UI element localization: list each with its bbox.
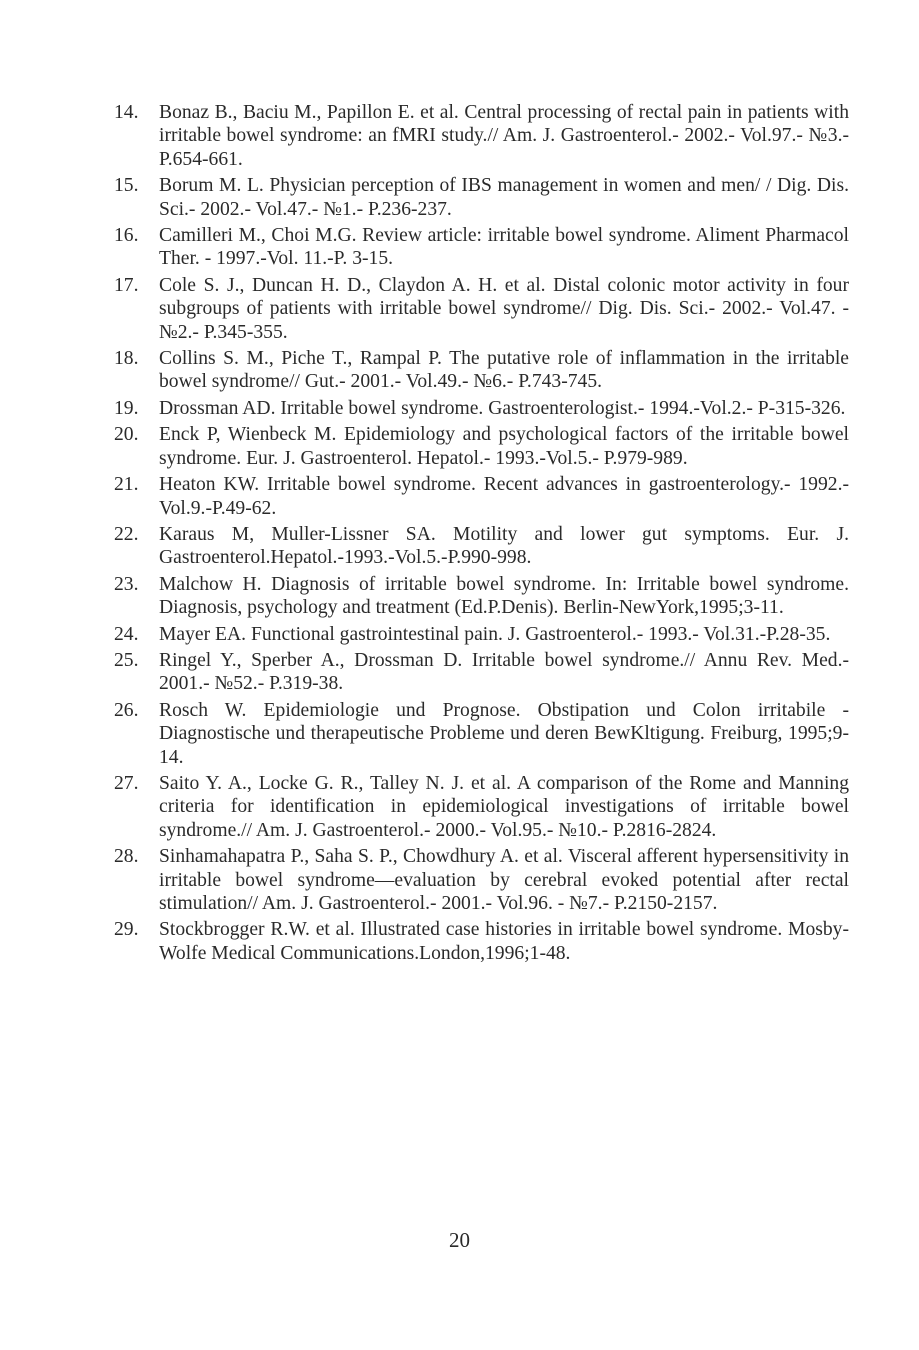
reference-number: 25. xyxy=(114,649,139,671)
reference-number: 16. xyxy=(114,225,139,247)
reference-number: 27. xyxy=(114,772,139,794)
reference-number: 21. xyxy=(114,474,139,496)
reference-number: 24. xyxy=(114,623,139,645)
reference-item xyxy=(114,473,849,520)
reference-item xyxy=(114,573,849,620)
reference-text: Borum M. L. Physician perception of IBS management in women and men/ / Dig. Dis. Sci.- 2002.- Vol.47.- №1.- P.236-237. xyxy=(159,175,849,220)
reference-item xyxy=(114,174,849,221)
reference-text: Saito Y. A., Locke G. R., Talley N. J. et al. A comparison of the Rome and Manning criteria for identification in epidemiological investigations of irritable bowel syndrome.// Am. J. Gastroenterol.- 2000.- Vol.95.- №10.- P.2816-2824. xyxy=(159,772,849,841)
reference-item xyxy=(114,918,849,965)
reference-text: Stockbrogger R.W. et al. Illustrated case histories in irritable bowel syndrome. Mosby-Wolfe Medical Communications.London,1996;1-48. xyxy=(159,919,849,964)
page-number: 20 xyxy=(449,1228,470,1252)
reference-number: 17. xyxy=(114,274,139,296)
reference-number: 22. xyxy=(114,523,139,545)
reference-item xyxy=(114,523,849,570)
reference-text: Drossman AD. Irritable bowel syndrome. Gastroenterologist.- 1994.-Vol.2.- P-315-326. xyxy=(159,397,846,419)
reference-item xyxy=(114,101,849,171)
reference-text: Collins S. M., Piche T., Rampal P. The putative role of inflammation in the irritable bowel syndrome// Gut.- 2001.- Vol.49.- №6.- P.743-745. xyxy=(159,348,849,393)
reference-number: 19. xyxy=(114,397,139,419)
reference-text: Karaus M, Muller-Lissner SA. Motility and lower gut symptoms. Eur. J. Gastroenterol.Hepatol.-1993.-Vol.5.-P.990-998. xyxy=(159,523,849,569)
reference-item xyxy=(114,274,849,344)
reference-text: Enck P, Wienbeck M. Epidemiology and psychological factors of the irritable bowel syndrome. Eur. J. Gastroenterol. Hepatol.- 1993.-Vol.5.- P.979-989. xyxy=(159,424,849,469)
reference-text: Heaton KW. Irritable bowel syndrome. Recent advances in gastroenterology.- 1992.-Vol.9.-P.49-62. xyxy=(159,474,849,519)
reference-number: 18. xyxy=(114,348,139,370)
reference-number: 15. xyxy=(114,175,139,197)
reference-item xyxy=(114,623,849,646)
reference-item xyxy=(114,397,849,420)
reference-number: 28. xyxy=(114,846,139,868)
reference-number: 26. xyxy=(114,699,139,721)
reference-number: 29. xyxy=(114,919,139,941)
reference-number: 14. xyxy=(114,102,139,123)
reference-item xyxy=(114,699,849,769)
reference-item xyxy=(114,224,849,271)
reference-number: 20. xyxy=(114,424,139,446)
reference-text: Sinhamahapatra P., Saha S. P., Chowdhury A. et al. Visceral afferent hypersensitivity in irritable bowel syndrome—evaluation by cerebral evoked potential after rectal stimulation// Am. J. Gastroenterol.- 2001.- Vol.96. - №7.- P.2150-2157. xyxy=(159,846,849,914)
reference-text: Camilleri M., Choi M.G. Review article: irritable bowel syndrome. Aliment Pharmacol Ther. - 1997.-Vol. 11.-P. 3-15. xyxy=(159,225,849,270)
reference-text: Malchow H. Diagnosis of irritable bowel syndrome. In: Irritable bowel syndrome. Diagnosis, psychology and treatment (Ed.P.Denis). Berlin-NewYork,1995;3-11. xyxy=(159,573,849,619)
reference-text: Ringel Y., Sperber A., Drossman D. Irritable bowel syndrome.// Annu Rev. Med.- 2001.- №52.- P.319-38. xyxy=(159,649,849,695)
reference-number: 23. xyxy=(114,573,139,595)
reference-item xyxy=(114,649,849,696)
reference-item xyxy=(114,347,849,394)
reference-item xyxy=(114,772,849,842)
reference-text: Bonaz B., Baciu M., Papillon E. et al. Central processing of rectal pain in patients with irritable bowel syndrome: an fMRI study.// Am. J. Gastroenterol.- 2002.- Vol.97.- №3.- P.654-661. xyxy=(159,102,849,170)
reference-item xyxy=(114,423,849,470)
reference-item xyxy=(114,845,849,915)
reference-list xyxy=(114,101,849,968)
reference-text: Cole S. J., Duncan H. D., Claydon A. H. et al. Distal colonic motor activity in four subgroups of patients with irritable bowel syndrome// Dig. Dis. Sci.- 2002.- Vol.47. - №2.- P.345-355. xyxy=(159,274,849,343)
reference-text: Mayer EA. Functional gastrointestinal pain. J. Gastroenterol.- 1993.- Vol.31.-P.28-35. xyxy=(159,623,831,645)
reference-text: Rosch W. Epidemiologie und Prognose. Obstipation und Colon irritabile - Diagnostische und therapeutische Probleme und deren BewKltigung. Freiburg, 1995;9-14. xyxy=(159,699,849,768)
